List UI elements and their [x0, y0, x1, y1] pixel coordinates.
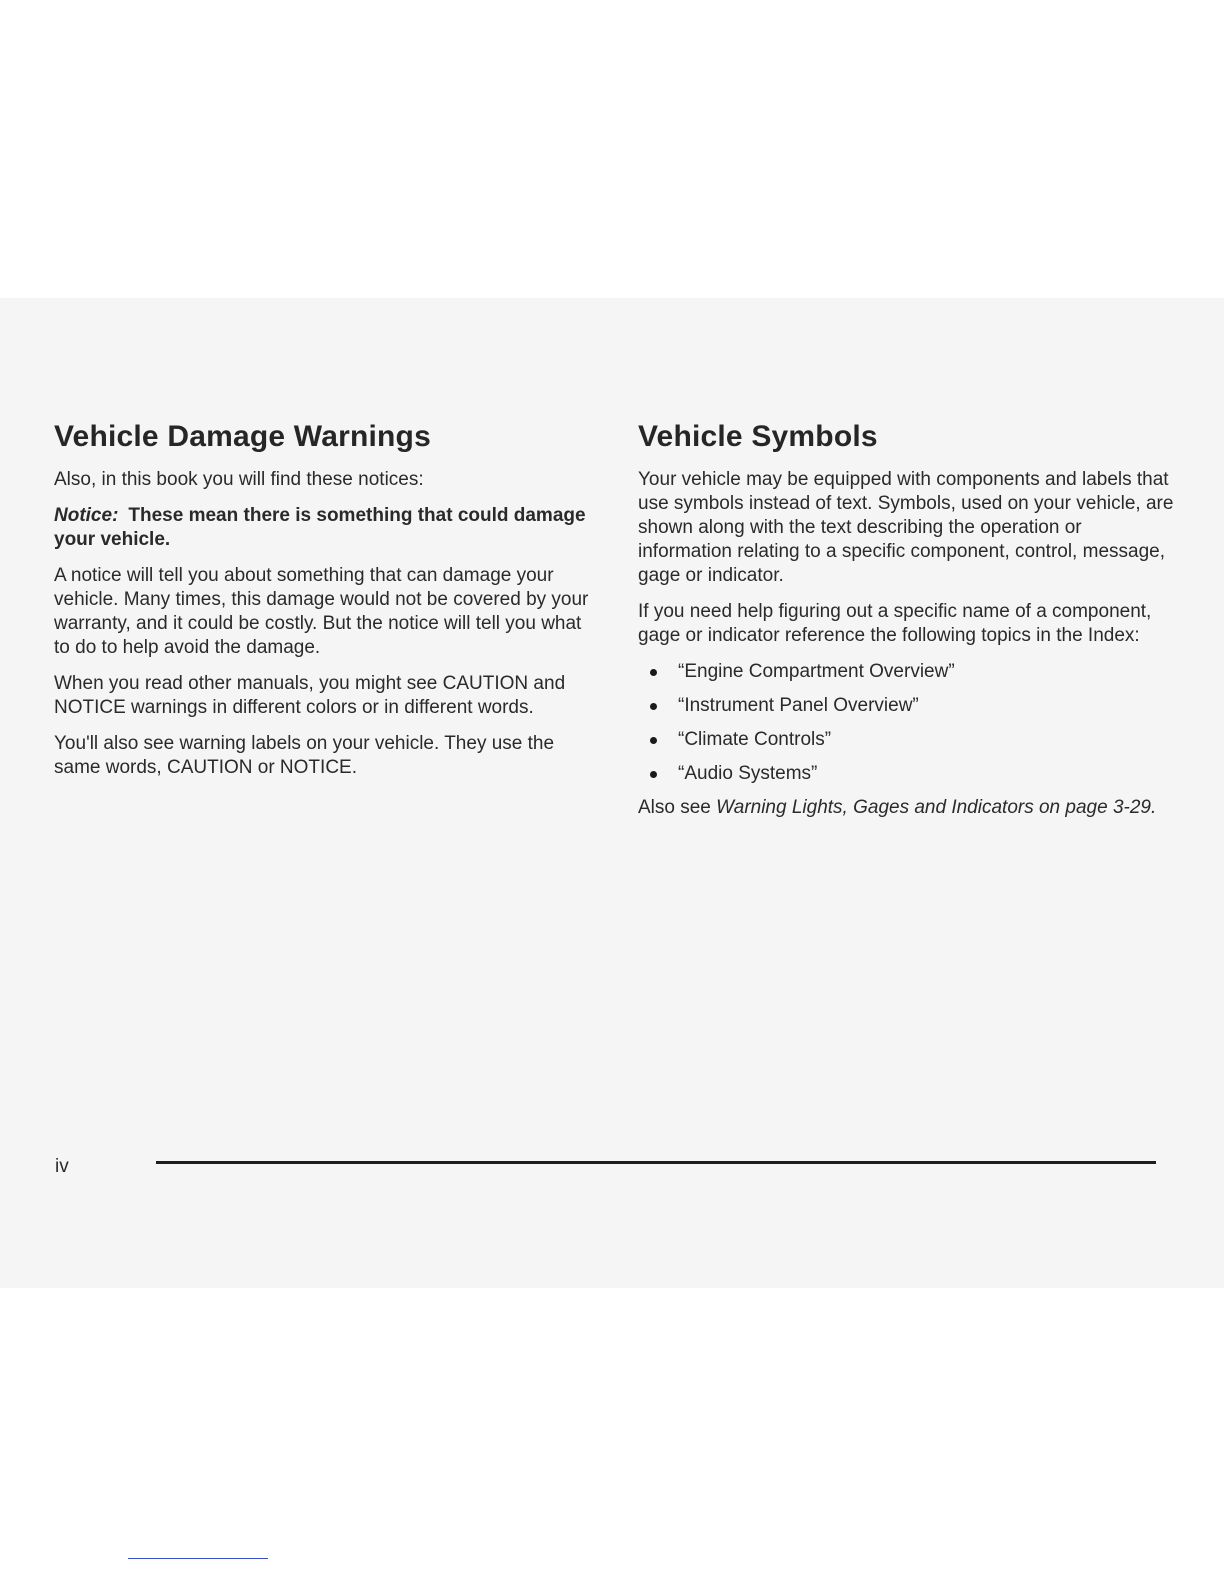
bullet-icon: [650, 703, 657, 710]
vehicle-damage-warnings-section: [54, 420, 594, 792]
also-see-prefix: Also see: [638, 797, 717, 818]
notice-paragraph: [54, 504, 594, 552]
bullet-icon: [650, 737, 657, 744]
bottom-link-underline: [128, 1558, 268, 1559]
notice-explanation-paragraph: A notice will tell you about something that can damage your vehicle. Many times, this damage would not be covered by your warranty, and it could be costly. But the notice will tell you what to do to help avoid the damage.: [54, 565, 589, 658]
topic-label: “Climate Controls”: [678, 729, 832, 750]
index-help-paragraph: If you need help figuring out a specific name of a component, gage or indicator reference the following topics in the Index:: [638, 601, 1152, 646]
notice-label: Notice:: [54, 505, 119, 526]
warning-labels-paragraph: You'll also see warning labels on your vehicle. They use the same words, CAUTION or NOTICE.: [54, 733, 555, 778]
topic-label: “Instrument Panel Overview”: [678, 695, 919, 716]
list-item: [638, 728, 1178, 752]
topic-label: “Audio Systems”: [678, 763, 818, 784]
index-topics-list: [638, 660, 1178, 786]
notice-text: These mean there is something that could damage your vehicle.: [54, 505, 586, 550]
section-title: Vehicle Damage Warnings: [54, 420, 431, 453]
symbols-intro-paragraph: Your vehicle may be equipped with components and labels that use symbols instead of text. Symbols, used on your vehicle, are shown along with the text describing the operation or information relating to a specific component, control, message, gage or indicator.: [638, 469, 1174, 586]
intro-paragraph: Also, in this book you will find these notices:: [54, 469, 424, 490]
also-see-reference-link[interactable]: Warning Lights, Gages and Indicators on page 3-29.: [716, 797, 1157, 818]
page-number: iv: [55, 1156, 69, 1177]
vehicle-symbols-section: [638, 420, 1178, 832]
footer-divider: [156, 1161, 1156, 1164]
list-item: [638, 660, 1178, 684]
list-item: [638, 762, 1178, 786]
section-title: Vehicle Symbols: [638, 420, 878, 453]
bullet-icon: [650, 669, 657, 676]
bullet-icon: [650, 771, 657, 778]
topic-label: “Engine Compartment Overview”: [678, 661, 955, 682]
other-manuals-paragraph: When you read other manuals, you might see CAUTION and NOTICE warnings in different colors or in different words.: [54, 673, 566, 718]
also-see-paragraph: [638, 796, 1178, 820]
list-item: [638, 694, 1178, 718]
